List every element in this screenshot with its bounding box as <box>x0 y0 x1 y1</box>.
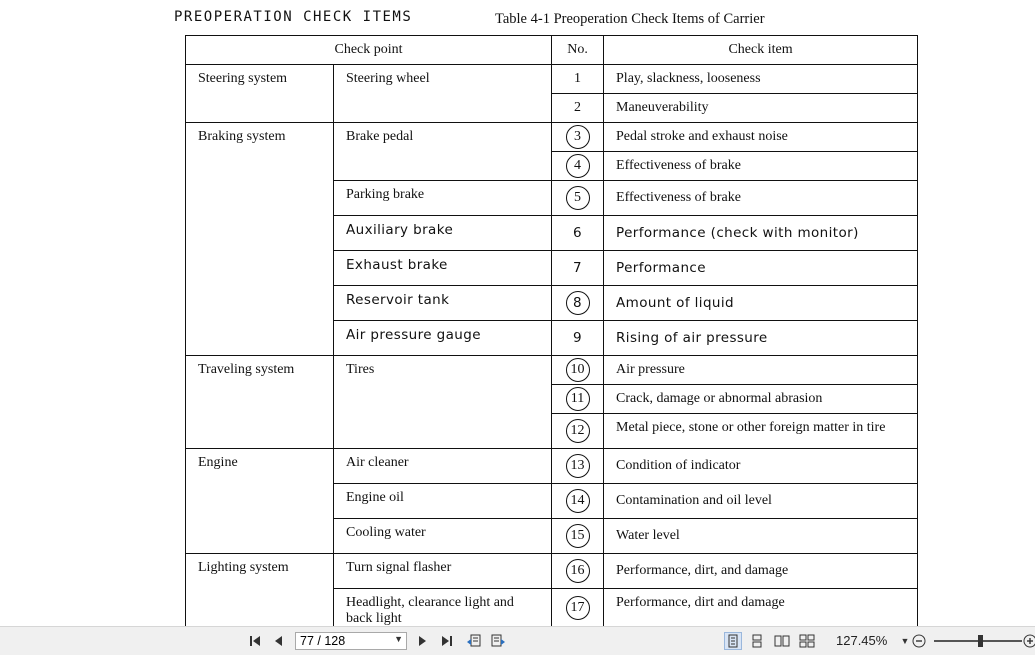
item-cell: Performance <box>604 251 918 286</box>
zoom-level: 127.45% <box>836 633 888 648</box>
part-cell: Steering wheel <box>334 65 552 123</box>
facing-view-icon[interactable] <box>774 633 790 649</box>
table-row <box>186 449 918 484</box>
page-number-input[interactable] <box>296 633 388 649</box>
number-cell: 1 <box>552 65 604 94</box>
item-cell: Performance, dirt and damage <box>604 589 918 627</box>
table-caption: Table 4-1 Preoperation Check Items of Carrier <box>495 11 765 27</box>
viewer-toolbar <box>0 626 1035 655</box>
circled-number: 13 <box>566 454 590 478</box>
part-cell: Headlight, clearance light and back light <box>334 589 552 627</box>
item-cell: Effectiveness of brake <box>604 152 918 181</box>
part-cell: Auxiliary brake <box>334 216 552 251</box>
item-cell: Play, slackness, looseness <box>604 65 918 94</box>
item-cell: Pedal stroke and exhaust noise <box>604 123 918 152</box>
part-cell: Turn signal flasher <box>334 554 552 589</box>
table-row <box>186 554 918 589</box>
item-cell: Condition of indicator <box>604 449 918 484</box>
item-cell: Contamination and oil level <box>604 484 918 519</box>
header-no: No. <box>552 36 604 65</box>
next-view-icon[interactable] <box>490 633 506 649</box>
number-cell: 7 <box>552 251 604 286</box>
section-heading: PREOPERATION CHECK ITEMS <box>174 9 413 25</box>
system-cell: Engine <box>186 449 334 554</box>
table-row <box>186 123 918 152</box>
item-cell: Metal piece, stone or other foreign matter in tire <box>604 414 918 449</box>
item-cell: Effectiveness of brake <box>604 181 918 216</box>
zoom-in-icon[interactable] <box>1022 633 1035 649</box>
continuous-view-icon[interactable] <box>749 633 765 649</box>
circled-number: 4 <box>566 154 590 178</box>
circled-number: 8 <box>566 291 590 315</box>
part-cell: Cooling water <box>334 519 552 554</box>
item-cell: Performance (check with monitor) <box>604 216 918 251</box>
continuous-facing-view-icon[interactable] <box>799 633 815 649</box>
table-row <box>186 65 918 94</box>
part-cell: Air cleaner <box>334 449 552 484</box>
system-cell: Braking system <box>186 123 334 356</box>
previous-page-icon[interactable] <box>271 633 287 649</box>
number-cell: 9 <box>552 321 604 356</box>
check-items-table <box>185 35 918 626</box>
next-page-icon[interactable] <box>414 633 430 649</box>
system-cell: Steering system <box>186 65 334 123</box>
zoom-dropdown-icon[interactable]: ▼ <box>900 636 910 646</box>
circled-number: 11 <box>566 387 590 411</box>
number-cell: 6 <box>552 216 604 251</box>
circled-number: 16 <box>566 559 590 583</box>
circled-number: 5 <box>566 186 590 210</box>
item-cell: Maneuverability <box>604 94 918 123</box>
part-cell: Tires <box>334 356 552 449</box>
circled-number: 12 <box>566 419 590 443</box>
part-cell: Parking brake <box>334 181 552 216</box>
system-cell: Lighting system <box>186 554 334 627</box>
previous-view-icon[interactable] <box>466 633 482 649</box>
zoom-slider-thumb[interactable] <box>978 635 983 647</box>
item-cell: Amount of liquid <box>604 286 918 321</box>
item-cell: Performance, dirt, and damage <box>604 554 918 589</box>
header-check-point: Check point <box>186 36 552 65</box>
zoom-out-icon[interactable] <box>911 633 927 649</box>
page-dropdown-icon[interactable]: ▼ <box>394 634 403 644</box>
circled-number: 10 <box>566 358 590 382</box>
item-cell: Rising of air pressure <box>604 321 918 356</box>
circled-number: 3 <box>566 125 590 149</box>
first-page-icon[interactable] <box>247 633 263 649</box>
last-page-icon[interactable] <box>439 633 455 649</box>
table-header-row <box>186 36 918 65</box>
single-page-view-icon[interactable] <box>724 632 742 650</box>
item-cell: Water level <box>604 519 918 554</box>
part-cell: Reservoir tank <box>334 286 552 321</box>
circled-number: 17 <box>566 596 590 620</box>
part-cell: Engine oil <box>334 484 552 519</box>
system-cell: Traveling system <box>186 356 334 449</box>
number-cell: 2 <box>552 94 604 123</box>
table-row <box>186 356 918 385</box>
circled-number: 14 <box>566 489 590 513</box>
page-number-field[interactable] <box>295 632 407 650</box>
item-cell: Crack, damage or abnormal abrasion <box>604 385 918 414</box>
part-cell: Brake pedal <box>334 123 552 181</box>
header-check-item: Check item <box>604 36 918 65</box>
part-cell: Air pressure gauge <box>334 321 552 356</box>
item-cell: Air pressure <box>604 356 918 385</box>
part-cell: Exhaust brake <box>334 251 552 286</box>
circled-number: 15 <box>566 524 590 548</box>
